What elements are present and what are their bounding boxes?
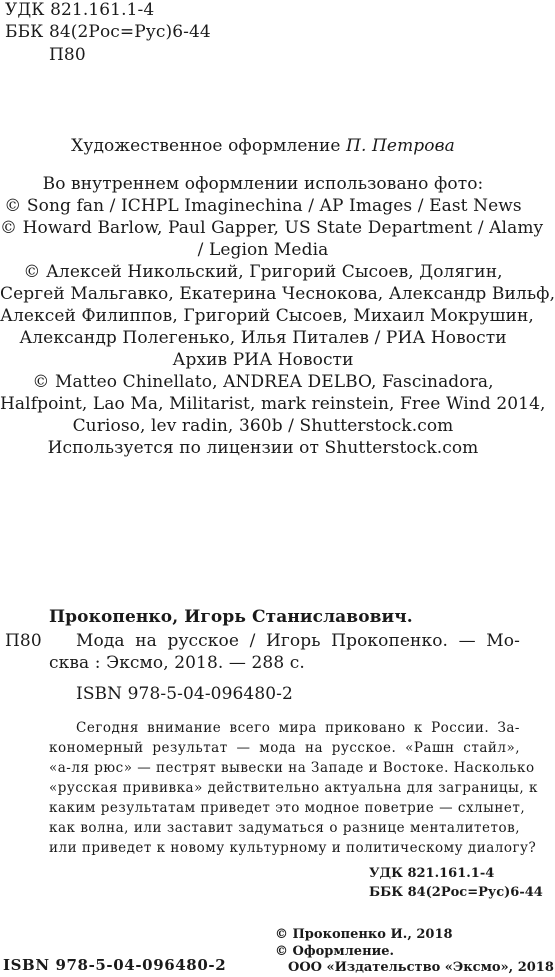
photo-credit-line: Алексей Филиппов, Григорий Сысоев, Михаил Мокрушин,: [0, 306, 534, 326]
photo-credit-line: © Matteo Chinellato, ANDREA DELBO, Fascinadora,: [32, 372, 494, 392]
photo-credit-line: Архив РИА Новости: [172, 350, 354, 370]
copyright-line: © Оформление.: [275, 944, 395, 959]
bbk-code: ББК 84(2Рос=Рус)6-44: [5, 22, 211, 42]
footer-isbn: ISBN 978-5-04-096480-2: [3, 956, 227, 974]
photo-credit-line: Используется по лицензии от Shutterstock.com: [47, 438, 479, 458]
udk-code: УДК 821.161.1-4: [5, 0, 155, 20]
photo-credit-line: Halfpoint, Lao Ma, Militarist, mark reinstein, Free Wind 2014,: [0, 394, 546, 414]
annotation-line: «русская прививка» действительно актуальна для заграницы, к: [49, 780, 538, 796]
copyright-line: © Прокопенко И., 2018: [275, 927, 453, 942]
photo-credit-line: © Алексей Никольский, Григорий Сысоев, Долягин,: [23, 262, 503, 282]
photo-credit-line: Во внутреннем оформлении использовано фото:: [42, 174, 484, 194]
annotation-line: как волна, или заставит задуматься о разнице менталитетов,: [49, 820, 520, 836]
index-bbk: ББК 84(2Рос=Рус)6-44: [369, 885, 543, 900]
author-sign: П80: [49, 45, 86, 65]
annotation-line: каким результатам приведет это модное поветрие — схлынет,: [49, 800, 526, 816]
photo-credit-line: Александр Полегенько, Илья Питалев / РИА Новости: [19, 328, 507, 348]
photo-credit-line: © Howard Barlow, Paul Gapper, US State Department / Alamy: [0, 218, 544, 238]
annotation-line: Сегодня внимание всего мира приковано к России. За-: [76, 720, 520, 736]
catalog-title-line: сква : Эксмо, 2018. — 288 с.: [49, 653, 305, 673]
photo-credit-line: © Song fan / ICHPL Imaginechina / AP Images / East News: [4, 196, 522, 216]
design-artist: П. Петрова: [346, 136, 455, 156]
design-credit-prefix: Художественное оформление: [71, 136, 347, 156]
annotation-line: или приведет к новому культурному и политическому диалогу?: [49, 840, 537, 856]
catalog-isbn: ISBN 978-5-04-096480-2: [76, 684, 293, 704]
catalog-author-heading: Прокопенко, Игорь Станиславович.: [49, 607, 413, 627]
annotation-line: кономерный результат — мода на русское. «Рашн стайл»,: [49, 740, 520, 756]
photo-credit-line: / Legion Media: [197, 240, 329, 260]
photo-credit-line: Curioso, lev radin, 360b / Shutterstock.com: [72, 416, 454, 436]
design-credit: [0, 136, 526, 156]
index-udk: УДК 821.161.1-4: [369, 866, 495, 881]
copyright-line: ООО «Издательство «Эксмо», 2018: [288, 960, 554, 975]
catalog-title-line: Мода на русское / Игорь Прокопенко. — Мо-: [76, 631, 520, 651]
catalog-sign: П80: [5, 631, 42, 651]
annotation-line: «а-ля рюс» — пестрят вывески на Западе и Востоке. Насколько: [49, 760, 535, 776]
photo-credit-line: Сергей Мальгавко, Екатерина Чеснокова, Александр Вильф,: [0, 284, 555, 304]
